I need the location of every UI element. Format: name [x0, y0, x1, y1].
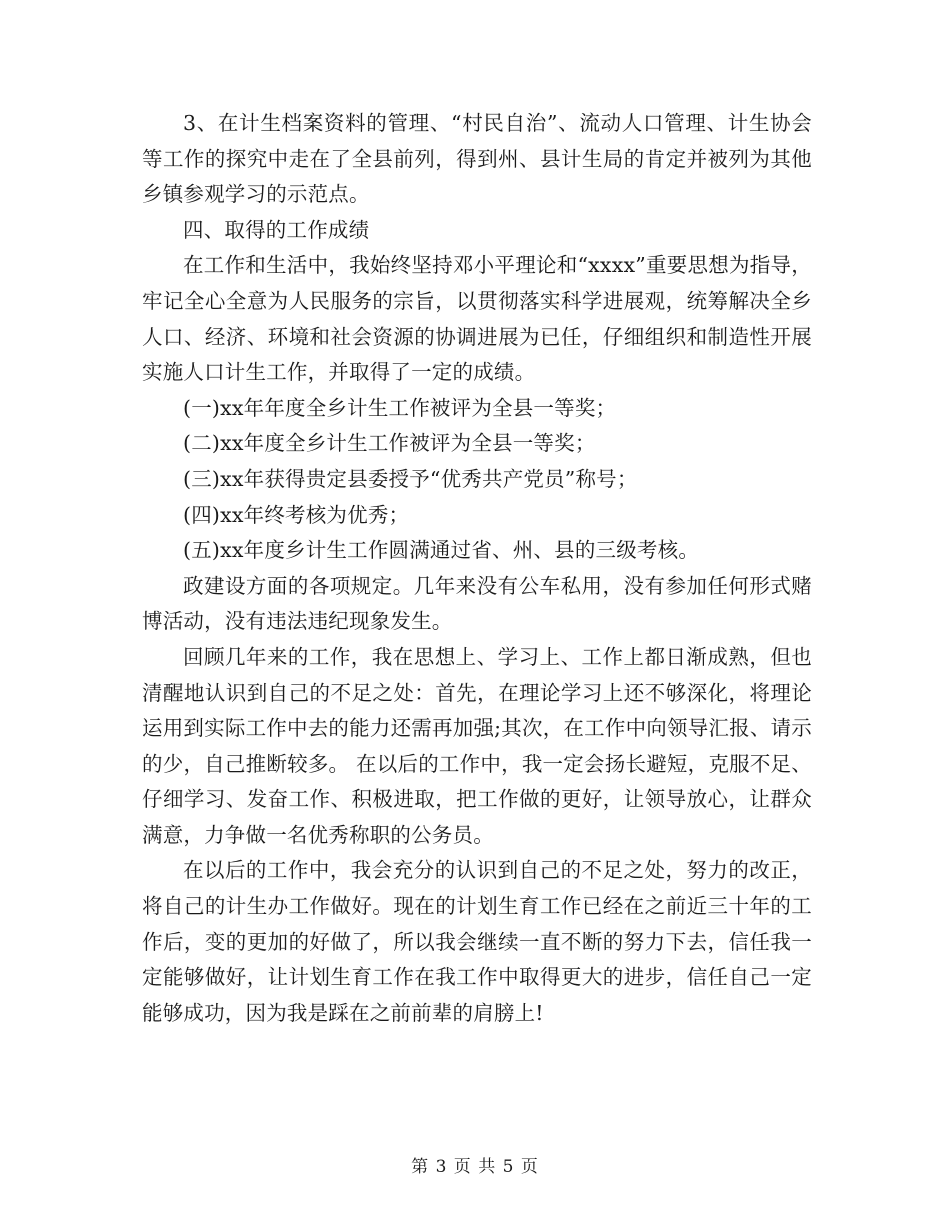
- document-body: [142, 106, 812, 1031]
- list-item-award-2: (二)xx年度全乡计生工作被评为全县一等奖；: [183, 431, 596, 456]
- list-item-award-3: (三)xx年获得贵定县委授予“优秀共产党员”称号；: [183, 466, 638, 491]
- page-footer: 第 3 页 共 5 页: [411, 1157, 539, 1177]
- paragraph-guiding-principles: 在工作和生活中，我始终坚持邓小平理论和“xxxx”重要思想为指导，牢记全心全意为人民服务的宗旨，以贯彻落实科学进展观，统筹解决全乡人口、经济、环境和社会资源的协调进展为已任，仔细组织和制造性开展实施人口计生工作，并取得了一定的成绩。: [142, 253, 812, 385]
- list-item-award-4: (四)xx年终考核为优秀；: [183, 502, 410, 527]
- paragraph-self-review: 回顾几年来的工作，我在思想上、学习上、工作上都日渐成熟，但也清醒地认识到自己的不足之处：首先，在理论学习上还不够深化，将理论运用到实际工作中去的能力还需再加强;其次，在工作中向领导汇报、请示的少，自己推断较多。 在以后的工作中，我一定会扬长避短，克服不足、仔细学习、发奋工作、积极进取，把工作做的更好，让领导放心，让群众满意，力争做一名优秀称职的公务员。: [142, 644, 812, 847]
- paragraph-integrity: 政建设方面的各项规定。几年来没有公车私用，没有参加任何形式赌博活动，没有违法违纪现象发生。: [142, 573, 812, 634]
- list-item-award-5: (五)xx年度乡计生工作圆满通过省、州、县的三级考核。: [183, 538, 700, 563]
- list-item-award-1: (一)xx年年度全乡计生工作被评为全县一等奖；: [183, 395, 617, 420]
- section-heading-achievements: 四、取得的工作成绩: [183, 217, 370, 242]
- paragraph-archive-management: 3、在计生档案资料的管理、“村民自治”、流动人口管理、计生协会等工作的探究中走在了全县前列，得到州、县计生局的肯定并被列为其他乡镇参观学习的示范点。: [142, 111, 812, 207]
- paragraph-future-commitment: 在以后的工作中，我会充分的认识到自己的不足之处，努力的改正，将自己的计生办工作做好。现在的计划生育工作已经在之前近三十年的工作后，变的更加的好做了，所以我会继续一直不断的努力下去，信任我一定能够做好，让计划生育工作在我工作中取得更大的进步，信任自己一定能够成功，因为我是踩在之前前辈的肩膀上!: [142, 858, 812, 1025]
